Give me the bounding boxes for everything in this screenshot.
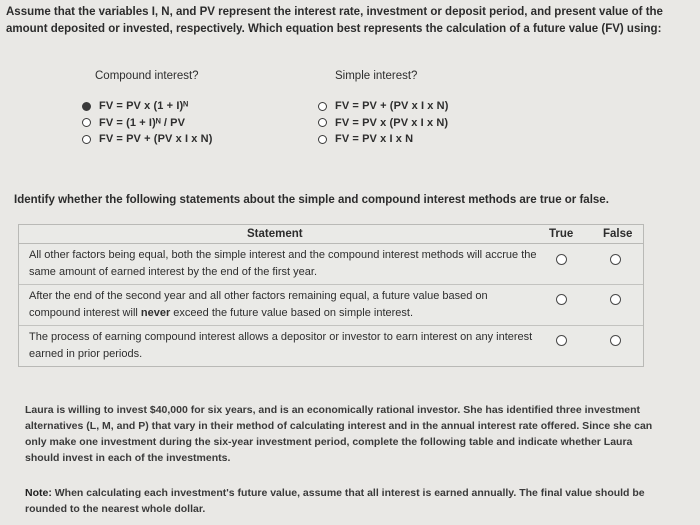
option-label: FV = PV x (1 + I)ᴺ: [99, 100, 189, 113]
simple-heading: Simple interest?: [335, 70, 418, 82]
note-label: Note:: [25, 487, 52, 499]
table-row: [19, 326, 643, 367]
compound-option-1[interactable]: [82, 98, 212, 115]
radio-icon[interactable]: [82, 135, 91, 144]
radio-selected-icon[interactable]: [82, 102, 91, 111]
question3-note: [25, 485, 665, 517]
compound-heading: Compound interest?: [95, 70, 199, 82]
table-header: [19, 225, 643, 244]
radio-icon[interactable]: [82, 118, 91, 127]
false-radio-icon[interactable]: [610, 335, 621, 346]
option-label: FV = PV x I x N: [335, 133, 414, 146]
emphasis-text: never: [140, 307, 171, 319]
simple-option-3[interactable]: [318, 131, 448, 148]
compound-options: [82, 98, 212, 148]
compound-option-2[interactable]: [82, 115, 212, 132]
question3-paragraph: Laura is willing to invest $40,000 for six years, and is an economically rational investor. She has identified three investment alternatives (L, M, and P) that vary in their method of calculating interest and in the annual interest rate offered. Since she can only make one investment during the six-year investment period, complete the following table and indicate whether Laura should invest in each of the investments.: [25, 404, 653, 464]
statement-text: All other factors being equal, both the simple interest and the compound interest methods will accrue the same amount of earned interest by the end of the first year.: [29, 249, 537, 278]
true-radio-icon[interactable]: [556, 335, 567, 346]
option-label: FV = PV x (PV x I x N): [335, 116, 449, 129]
false-radio-icon[interactable]: [610, 294, 621, 305]
statements-table: [18, 224, 644, 367]
true-radio-icon[interactable]: [556, 254, 567, 265]
simple-options: [318, 98, 448, 148]
option-label: FV = PV + (PV x I x N): [335, 100, 449, 113]
statement-text: The process of earning compound interest allows a depositor or investor to earn interest on any interest earned in prior periods.: [29, 331, 533, 360]
question2-prompt: Identify whether the following statements about the simple and compound interest methods are true or false.: [14, 194, 609, 206]
statement-text: After the end of the second year and all other factors remaining equal, a future value based on compound interest will never exceed the future value based on simple interest.: [29, 290, 488, 319]
compound-option-3[interactable]: [82, 131, 212, 148]
note-text: When calculating each investment's future value, assume that all interest is earned annually. The final value should be rounded to the nearest whole dollar.: [25, 487, 645, 515]
false-column-header: False: [603, 228, 633, 240]
true-radio-icon[interactable]: [556, 294, 567, 305]
option-label: FV = (1 + I)ᴺ / PV: [99, 116, 186, 129]
radio-icon[interactable]: [318, 135, 327, 144]
simple-option-1[interactable]: [318, 98, 448, 115]
radio-icon[interactable]: [318, 118, 327, 127]
option-label: FV = PV + (PV x I x N): [99, 133, 213, 146]
question1-prompt: Assume that the variables I, N, and PV represent the interest rate, investment or deposit period, and present value of the amount deposited or invested, respectively. Which equation best represents the calculation of a future value (FV) using:: [6, 6, 663, 35]
false-radio-icon[interactable]: [610, 254, 621, 265]
table-row: [19, 244, 643, 285]
radio-icon[interactable]: [318, 102, 327, 111]
simple-option-2[interactable]: [318, 115, 448, 132]
table-row: [19, 285, 643, 326]
statement-column-header: Statement: [247, 228, 303, 240]
true-column-header: True: [549, 228, 574, 240]
